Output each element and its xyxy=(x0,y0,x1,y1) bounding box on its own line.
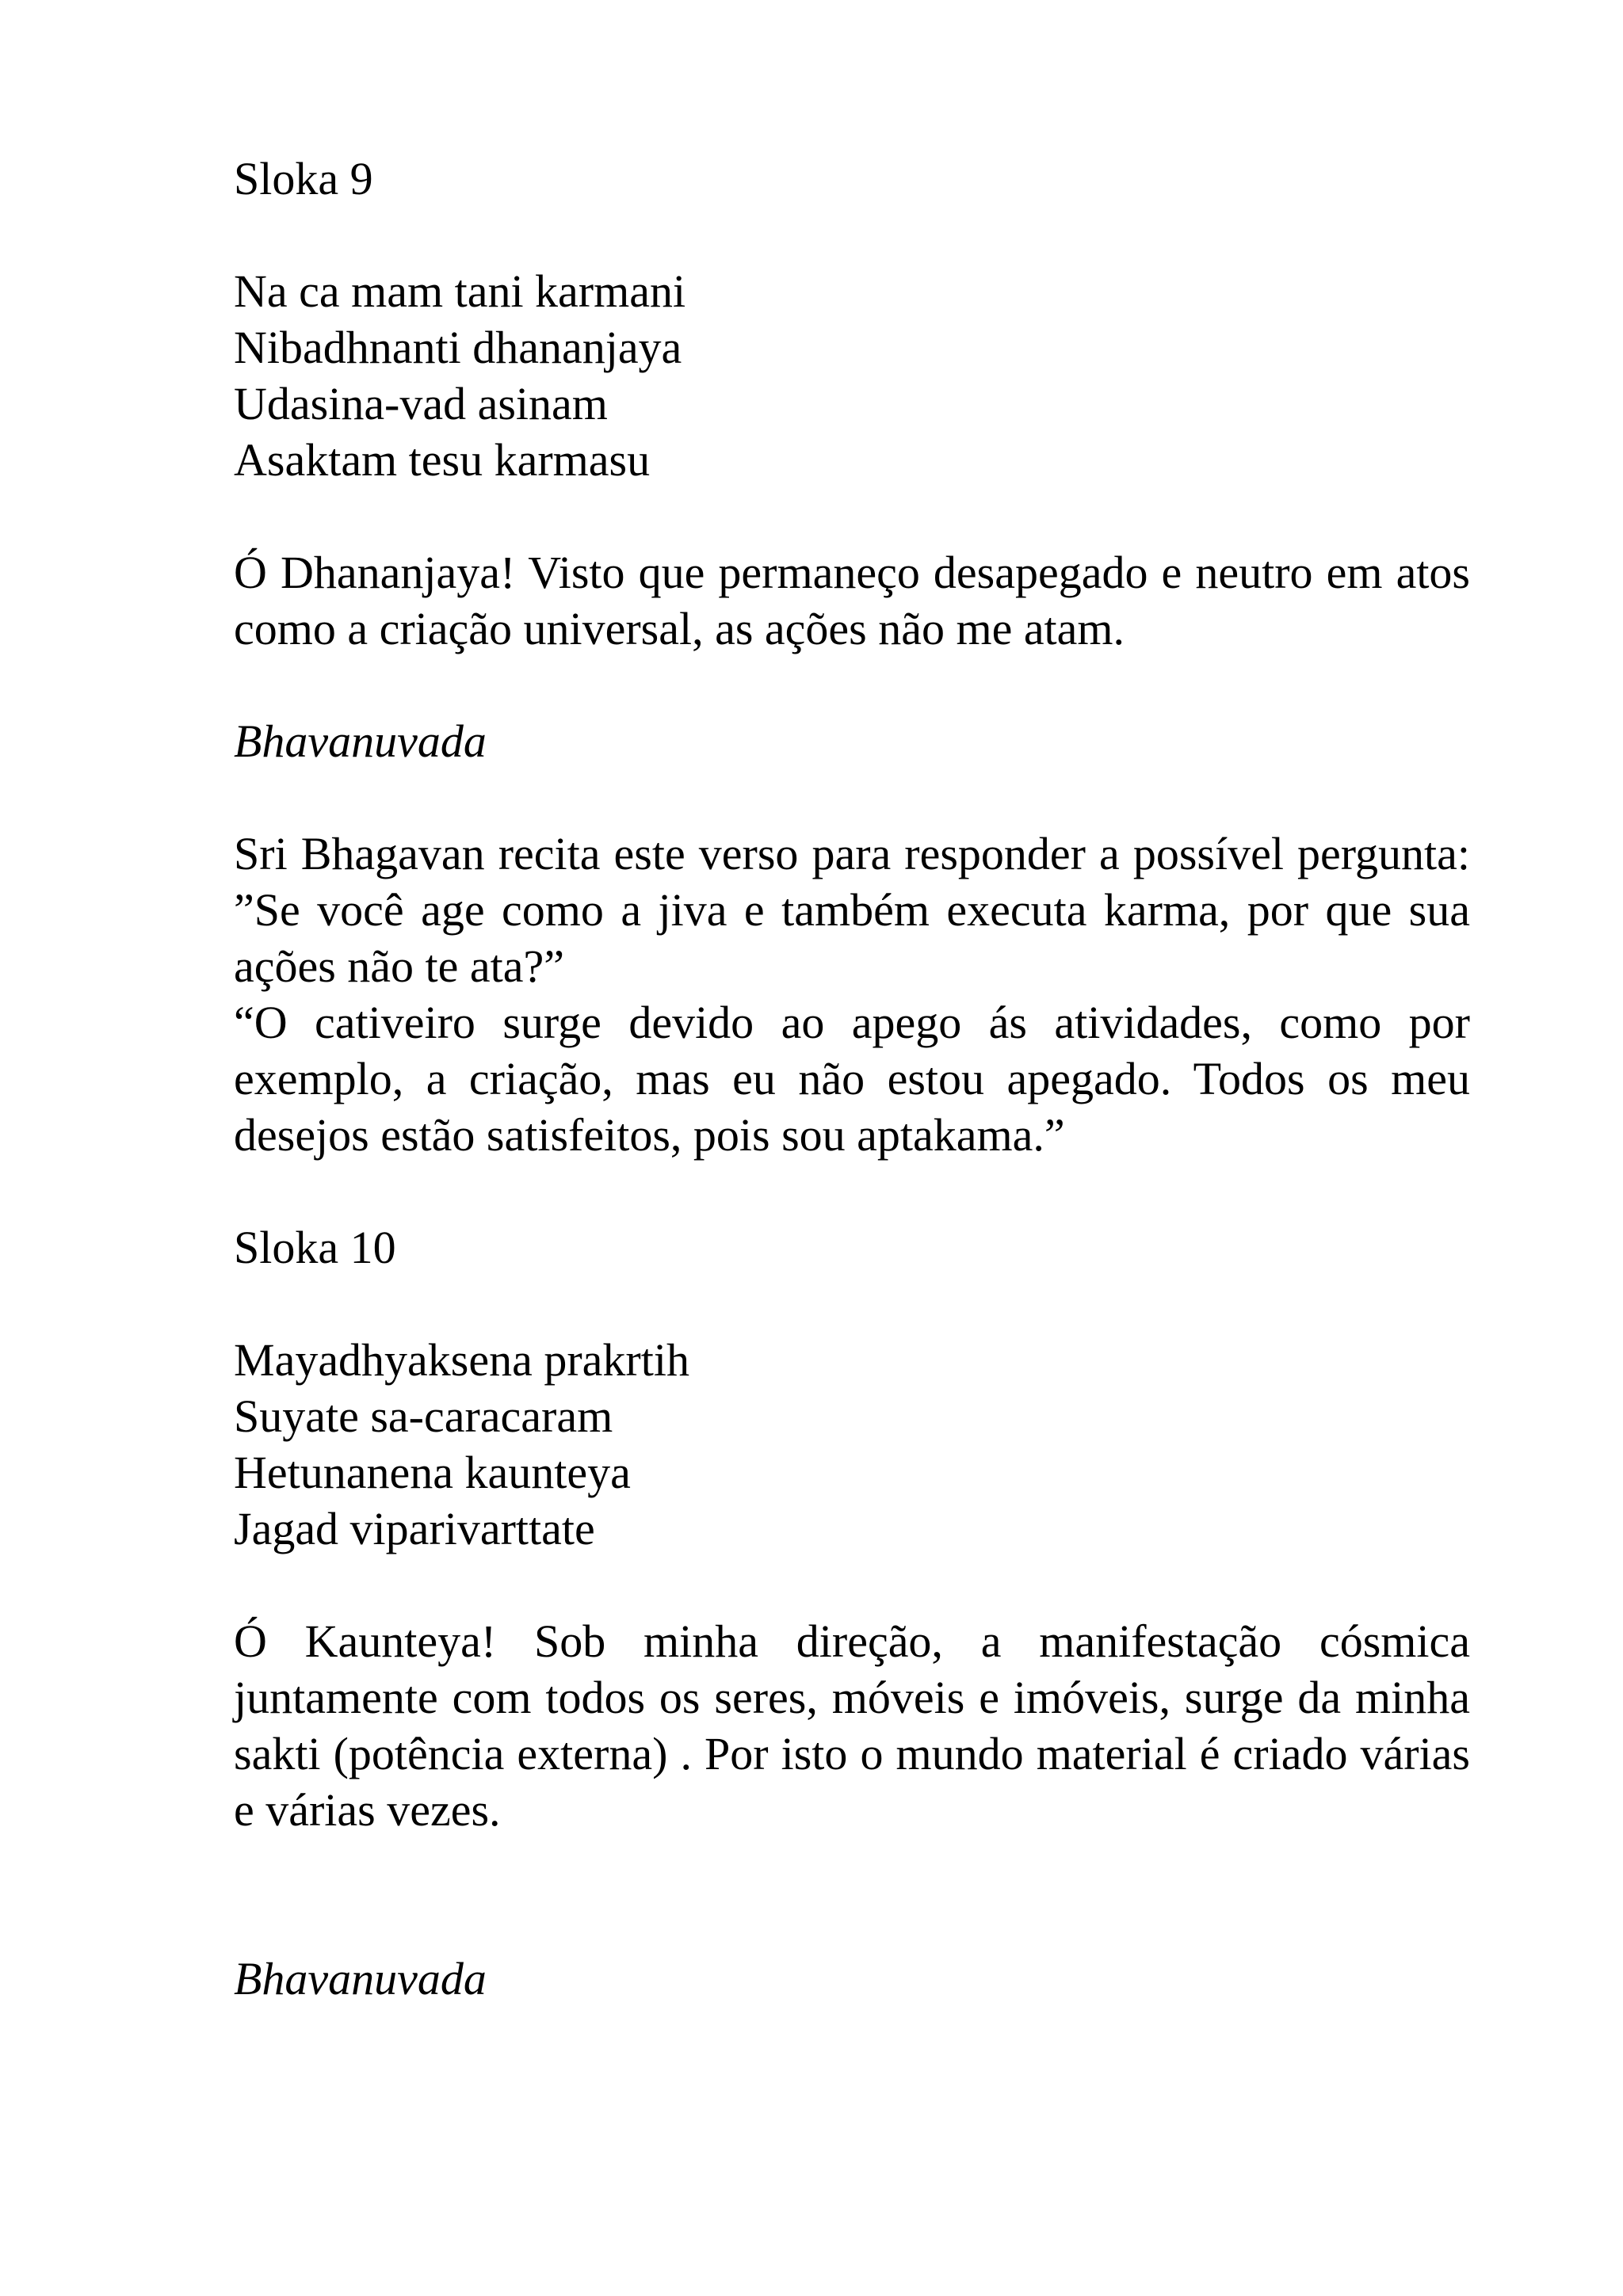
sloka-9-commentary-paragraph: Sri Bhagavan recita este verso para responder a possível pergunta: ”Se você age como a jiva e também executa karma, por que sua ações não te ata?” xyxy=(234,828,1470,992)
verse-line: Hetunanena kaunteya xyxy=(234,1447,631,1498)
document-page xyxy=(234,151,1470,2007)
verse-line: Suyate sa-caracaram xyxy=(234,1390,613,1442)
sloka-10-heading: Sloka 10 xyxy=(234,1222,396,1273)
verse-line: Na ca mam tani karmani xyxy=(234,265,686,317)
sloka-9-commentary-paragraph: “O cativeiro surge devido ao apego ás atividades, como por exemplo, a criação, mas eu não estou apegado. Todos os meu desejos estão satisfeitos, pois sou aptakama.” xyxy=(234,997,1470,1161)
sloka-10-translation: Ó Kaunteya! Sob minha direção, a manifestação cósmica juntamente com todos os seres, móveis e imóveis, surge da minha sakti (potência externa) . Por isto o mundo material é criado várias e várias vezes. xyxy=(234,1615,1470,1836)
sloka-9-commentary-title: Bhavanuvada xyxy=(234,715,487,767)
sloka-10-commentary-title: Bhavanuvada xyxy=(234,1953,487,2004)
verse-line: Asaktam tesu karmasu xyxy=(234,434,651,486)
sloka-10-verse xyxy=(234,1332,1470,1557)
verse-line: Nibadhnanti dhananjaya xyxy=(234,322,682,373)
sloka-9-heading: Sloka 9 xyxy=(234,153,373,204)
verse-line: Mayadhyaksena prakrtih xyxy=(234,1334,689,1386)
sloka-9-translation: Ó Dhananjaya! Visto que permaneço desapegado e neutro em atos como a criação universal, as ações não me atam. xyxy=(234,547,1470,654)
sloka-9-verse xyxy=(234,263,1470,488)
verse-line: Jagad viparivarttate xyxy=(234,1503,595,1554)
verse-line: Udasina-vad asinam xyxy=(234,378,608,429)
